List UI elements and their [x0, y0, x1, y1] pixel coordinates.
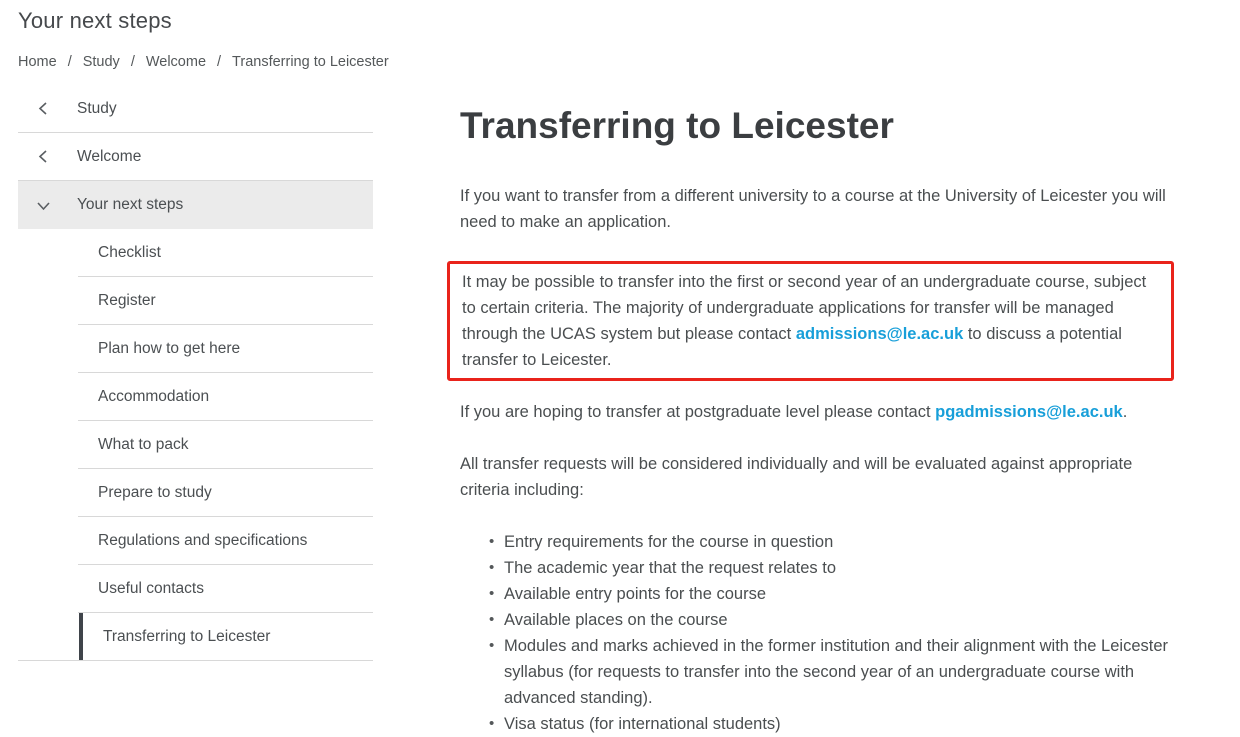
intro-paragraph: If you want to transfer from a different university to a course at the University of Leicester you will need to make an application.: [460, 187, 1166, 231]
text-segment: It may be possible to transfer into the first or second year of an undergraduate course, subject to certain criteria. The majority of undergraduate applications for transfer will be managed through the UCAS system but please contact: [462, 273, 1147, 343]
criteria-list-item: • Available entry points for the course: [504, 581, 1170, 607]
sidebar-sub-item[interactable]: [18, 229, 373, 277]
breadcrumb-link[interactable]: Welcome: [145, 54, 207, 70]
breadcrumb: [18, 54, 389, 70]
criteria-intro-paragraph: All transfer requests will be considered individually and will be evaluated against appropriate criteria including:: [460, 455, 1133, 499]
text-segment: .: [1122, 403, 1128, 421]
sidebar-sub-item-label: Plan how to get here: [98, 340, 241, 357]
sidebar-sub-item[interactable]: [18, 421, 373, 469]
article-title: Transferring to Leicester: [460, 105, 894, 146]
sidebar-sub-item[interactable]: [18, 325, 373, 373]
breadcrumb-separator: /: [217, 54, 222, 70]
text-segment: to discuss a potential transfer to Leicester.: [462, 325, 1122, 369]
sidebar-item-label: Study: [77, 99, 117, 117]
page-title: Your next steps: [18, 8, 172, 33]
criteria-list: [460, 529, 1170, 737]
sidebar-item-label: Welcome: [77, 147, 142, 165]
sidebar-sub-item[interactable]: [18, 565, 373, 613]
criteria-list-item: • Entry requirements for the course in question: [504, 529, 1170, 555]
sidebar-sub-item-label: Accommodation: [98, 388, 210, 405]
postgraduate-paragraph: [460, 399, 1170, 425]
criteria-list-item: • Modules and marks achieved in the former institution and their alignment with the Leicester syllabus (for requests to transfer into the second year of an undergraduate course with advanced standing).: [504, 633, 1170, 711]
sidebar-sub-item[interactable]: [18, 373, 373, 421]
breadcrumb-link[interactable]: Home: [18, 54, 57, 70]
chevron-left-icon: [36, 149, 51, 164]
sidebar-item-label: Your next steps: [77, 196, 184, 213]
sidebar-sub-item-label: What to pack: [98, 436, 189, 453]
sidebar-item-your-next-steps[interactable]: [18, 181, 373, 229]
main-content: [460, 95, 1170, 737]
criteria-list-item: • Available places on the course: [504, 607, 1170, 633]
sidebar-sub-item-label: Register: [98, 292, 156, 309]
breadcrumb-link[interactable]: Study: [82, 54, 120, 70]
undergraduate-transfer-paragraph: [462, 269, 1161, 373]
sidebar: [18, 85, 373, 661]
sidebar-sub-item-label: Regulations and specifications: [98, 532, 308, 549]
sidebar-sub-item[interactable]: [18, 613, 373, 661]
sidebar-item-study[interactable]: [18, 85, 373, 133]
sidebar-sub-item[interactable]: [18, 277, 373, 325]
admissions-email-link[interactable]: admissions@le.ac.uk: [795, 325, 964, 343]
criteria-list-item: • The academic year that the request relates to: [504, 555, 1170, 581]
sidebar-sub-item-label: Useful contacts: [98, 580, 204, 597]
sidebar-sub-item-label: Prepare to study: [98, 484, 212, 501]
sidebar-sub-list: [18, 229, 373, 661]
sidebar-sub-item[interactable]: [18, 469, 373, 517]
active-indicator-bar: [79, 613, 83, 660]
breadcrumb-link[interactable]: Transferring to Leicester: [232, 54, 389, 70]
red-highlight-annotation-box: [447, 261, 1174, 381]
sidebar-sub-item-label: Transferring to Leicester: [103, 628, 271, 645]
sidebar-sub-item[interactable]: [18, 517, 373, 565]
criteria-list-item: • Visa status (for international students): [504, 711, 1170, 737]
sidebar-sub-item-label: Checklist: [98, 244, 161, 261]
pg-admissions-email-link[interactable]: pgadmissions@le.ac.uk: [935, 403, 1123, 421]
sidebar-item-welcome[interactable]: [18, 133, 373, 181]
breadcrumb-separator: /: [67, 54, 72, 70]
chevron-down-icon: [36, 198, 51, 213]
breadcrumb-separator: /: [130, 54, 135, 70]
chevron-left-icon: [36, 101, 51, 116]
text-segment: If you are hoping to transfer at postgraduate level please contact: [460, 403, 936, 421]
